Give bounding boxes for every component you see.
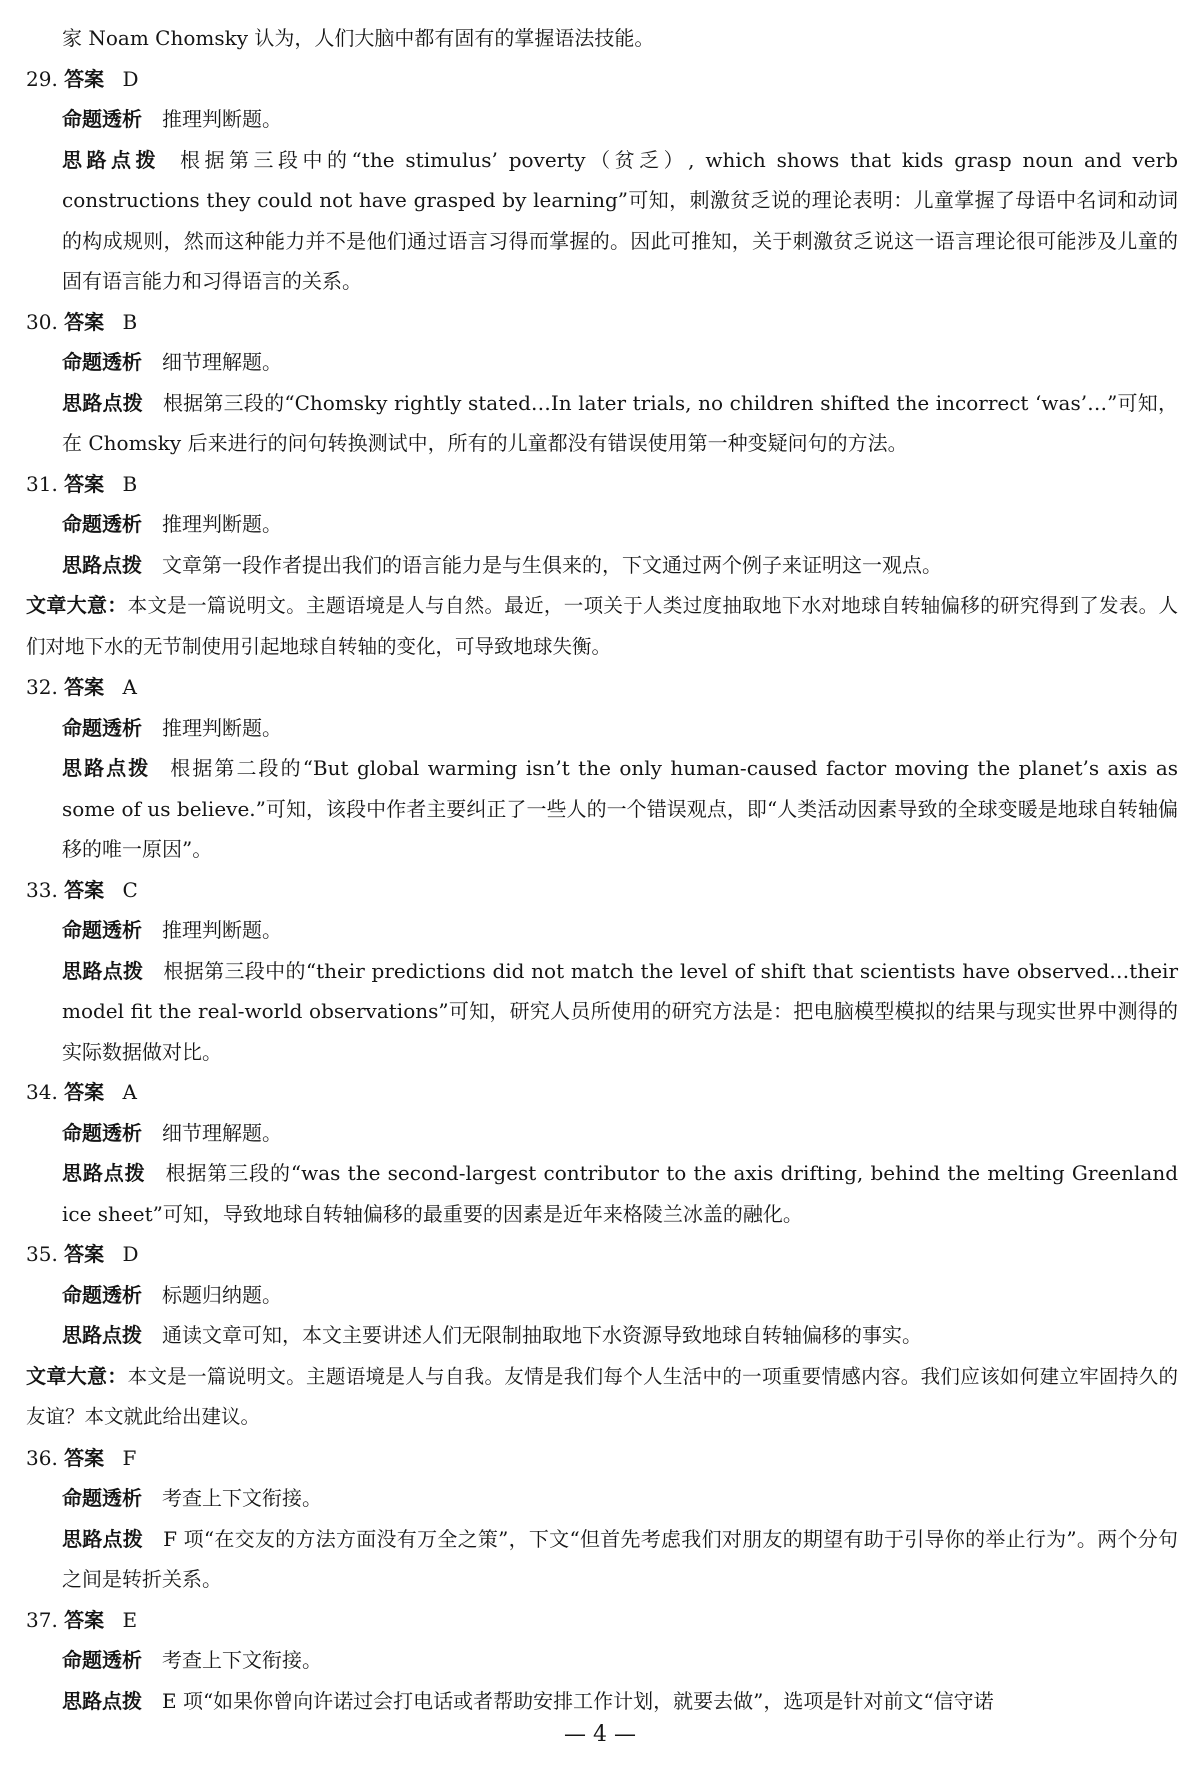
q34-analysis-label: 命题透析 [62, 1120, 142, 1145]
q37-analysis-row [26, 1640, 1178, 1681]
q30-number: 30. [26, 309, 58, 334]
q36-answer-value: F [122, 1445, 137, 1470]
q37-answer-value: E [122, 1607, 138, 1632]
q32-hint-label: 思路点拨 [62, 756, 151, 780]
q35-number: 35. [26, 1242, 58, 1266]
summary-2-label: 文章大意： [26, 1363, 128, 1388]
summary-2-text: 本文是一篇说明文。主题语境是人与自我。友情是我们每个人生活中的一项重要情感内容。我们应该如何建立牢固持久的友谊？本文就此给出建议。 [26, 1364, 1178, 1428]
q31-answer-label: 答案 [64, 471, 105, 496]
q31-answer-value: B [122, 471, 138, 496]
q35-analysis-text: 标题归纳题。 [162, 1282, 282, 1307]
q34-number: 34. [26, 1080, 58, 1104]
q37-number: 37. [26, 1607, 58, 1632]
q30-hint-label: 思路点拨 [62, 390, 143, 415]
q33-answer-row [26, 870, 1178, 911]
q35-analysis-label: 命题透析 [62, 1282, 142, 1307]
q34-hint-row [26, 1153, 1178, 1234]
q32-analysis-row [26, 708, 1178, 749]
q33-analysis-label: 命题透析 [62, 918, 142, 942]
q29-answer-value: D [122, 66, 139, 91]
q32-number: 32. [26, 675, 58, 699]
q29-hint-label: 思路点拨 [62, 147, 161, 172]
q29-hint-row [26, 140, 1178, 302]
q30-analysis-text: 细节理解题。 [162, 350, 282, 374]
q34-answer-label: 答案 [64, 1080, 105, 1104]
q37-hint-text: E 项“如果你曾向许诺过会打电话或者帮助安排工作计划，就要去做”，选项是针对前文“信守诺 [162, 1688, 994, 1713]
q31-number: 31. [26, 471, 58, 496]
q30-answer-label: 答案 [64, 309, 105, 334]
q37-analysis-text: 考查上下文衔接。 [162, 1648, 322, 1672]
q34-analysis-row [26, 1113, 1178, 1154]
q33-analysis-text: 推理判断题。 [162, 918, 282, 942]
q32-answer-label: 答案 [64, 675, 105, 699]
q32-hint-text: 根据第二段的“But global warming isn’t the only human-caused factor moving the planet’s axis as some of us believe.”可知，该段中作者主要纠正了一些人的一个错误观点，即“人类活动因素导致的全球变暖是地球自转轴偏移的唯一原因”。 [62, 756, 1179, 861]
q29-analysis-text: 推理判断题。 [162, 107, 282, 131]
q30-hint-text: 根据第三段的“Chomsky rightly stated…In later trials, no children shifted the incorrect ‘was’…”可知，在 Chomsky 后来进行的问句转换测试中，所有的儿童都没有错误使用第一种变疑问句的方法。 [62, 390, 1179, 455]
q36-hint-label: 思路点拨 [62, 1526, 144, 1551]
article-summary-1 [26, 585, 1178, 667]
q31-hint-row [26, 545, 1178, 586]
q36-hint-row [26, 1519, 1178, 1600]
q31-analysis-label: 命题透析 [62, 512, 142, 536]
q30-analysis-label: 命题透析 [62, 350, 142, 374]
q31-hint-label: 思路点拨 [62, 552, 142, 577]
q32-analysis-text: 推理判断题。 [162, 715, 282, 740]
q29-hint-text: 根据第三段中的“the stimulus’ poverty（贫乏）, which shows that kids grasp noun and verb constructions they could not have grasped by learning”可知，刺激贫乏说的理论表明：儿童掌握了母语中名词和动词的构成规则，然而这种能力并不是他们通过语言习得而掌握的。因此可推知，关于刺激贫乏说这一语言理论很可能涉及儿童的固有语言能力和习得语言的关系。 [62, 147, 1179, 293]
q36-analysis-text: 考查上下文衔接。 [162, 1486, 322, 1510]
q36-number: 36. [26, 1445, 58, 1470]
q29-number: 29. [26, 66, 58, 91]
q35-analysis-row [26, 1275, 1178, 1316]
q31-analysis-row [26, 504, 1178, 545]
q33-hint-label: 思路点拨 [62, 958, 144, 983]
q36-answer-row [26, 1438, 1178, 1479]
q34-hint-label: 思路点拨 [62, 1161, 146, 1185]
q32-answer-row [26, 667, 1178, 708]
q36-analysis-label: 命题透析 [62, 1486, 142, 1510]
q33-analysis-row [26, 910, 1178, 951]
q37-analysis-label: 命题透析 [62, 1648, 142, 1672]
q33-hint-text: 根据第三段中的“their predictions did not match the level of shift that scientists have observed…their model fit the real-world observations”可知，研究人员所使用的研究方法是：把电脑模型模拟的结果与现实世界中测得的实际数据做对比。 [62, 958, 1179, 1064]
q35-hint-text: 通读文章可知，本文主要讲述人们无限制抽取地下水资源导致地球自转轴偏移的事实。 [162, 1323, 922, 1347]
q36-hint-text: F 项“在交友的方法方面没有万全之策”，下文“但首先考虑我们对朋友的期望有助于引导你的举止行为”。两个分句之间是转折关系。 [62, 1526, 1179, 1591]
q37-answer-label: 答案 [64, 1607, 105, 1632]
q30-answer-row [26, 302, 1178, 343]
q35-answer-value: D [122, 1242, 139, 1266]
summary-1-label: 文章大意： [26, 593, 128, 617]
q35-hint-label: 思路点拨 [62, 1323, 142, 1347]
q37-answer-row [26, 1600, 1178, 1641]
summary-1-text: 本文是一篇说明文。主题语境是人与自然。最近，一项关于人类过度抽取地下水对地球自转轴偏移的研究得到了发表。人们对地下水的无节制使用引起地球自转轴的变化，可导致地球失衡。 [26, 594, 1178, 658]
q36-answer-label: 答案 [64, 1445, 105, 1470]
page-number: — 4 — [564, 1722, 636, 1747]
q35-answer-label: 答案 [64, 1242, 105, 1266]
q34-hint-text: 根据第三段的“was the second-largest contributor to the axis drifting, behind the melting Greenland ice sheet”可知，导致地球自转轴偏移的最重要的因素是近年来格陵兰冰盖的融化。 [62, 1161, 1179, 1226]
q36-analysis-row [26, 1478, 1178, 1519]
q30-analysis-row [26, 342, 1178, 383]
q29-answer-label: 答案 [64, 66, 105, 91]
q31-answer-row [26, 464, 1178, 505]
q32-hint-row [26, 748, 1178, 870]
q32-analysis-label: 命题透析 [62, 715, 142, 740]
q29-analysis-label: 命题透析 [62, 107, 142, 131]
q34-analysis-text: 细节理解题。 [162, 1120, 282, 1145]
q33-answer-value: C [122, 877, 138, 902]
q33-hint-row [26, 951, 1178, 1073]
q29-analysis-row [26, 99, 1178, 140]
q29-answer-row [26, 59, 1178, 100]
q30-hint-row [26, 383, 1178, 464]
q35-answer-row [26, 1234, 1178, 1275]
q37-hint-row [26, 1681, 1178, 1722]
q33-number: 33. [26, 877, 58, 902]
q37-hint-label: 思路点拨 [62, 1688, 142, 1713]
q34-answer-value: A [122, 1080, 137, 1104]
intro-line: 家 Noam Chomsky 认为，人们大脑中都有固有的掌握语法技能。 [62, 26, 655, 50]
q30-answer-value: B [122, 309, 138, 334]
q34-answer-row [26, 1072, 1178, 1113]
q35-hint-row [26, 1315, 1178, 1356]
q32-answer-value: A [122, 675, 137, 699]
q31-analysis-text: 推理判断题。 [162, 512, 282, 536]
q33-answer-label: 答案 [64, 877, 105, 902]
q31-hint-text: 文章第一段作者提出我们的语言能力是与生俱来的，下文通过两个例子来证明这一观点。 [162, 552, 942, 577]
article-summary-2 [26, 1356, 1178, 1438]
